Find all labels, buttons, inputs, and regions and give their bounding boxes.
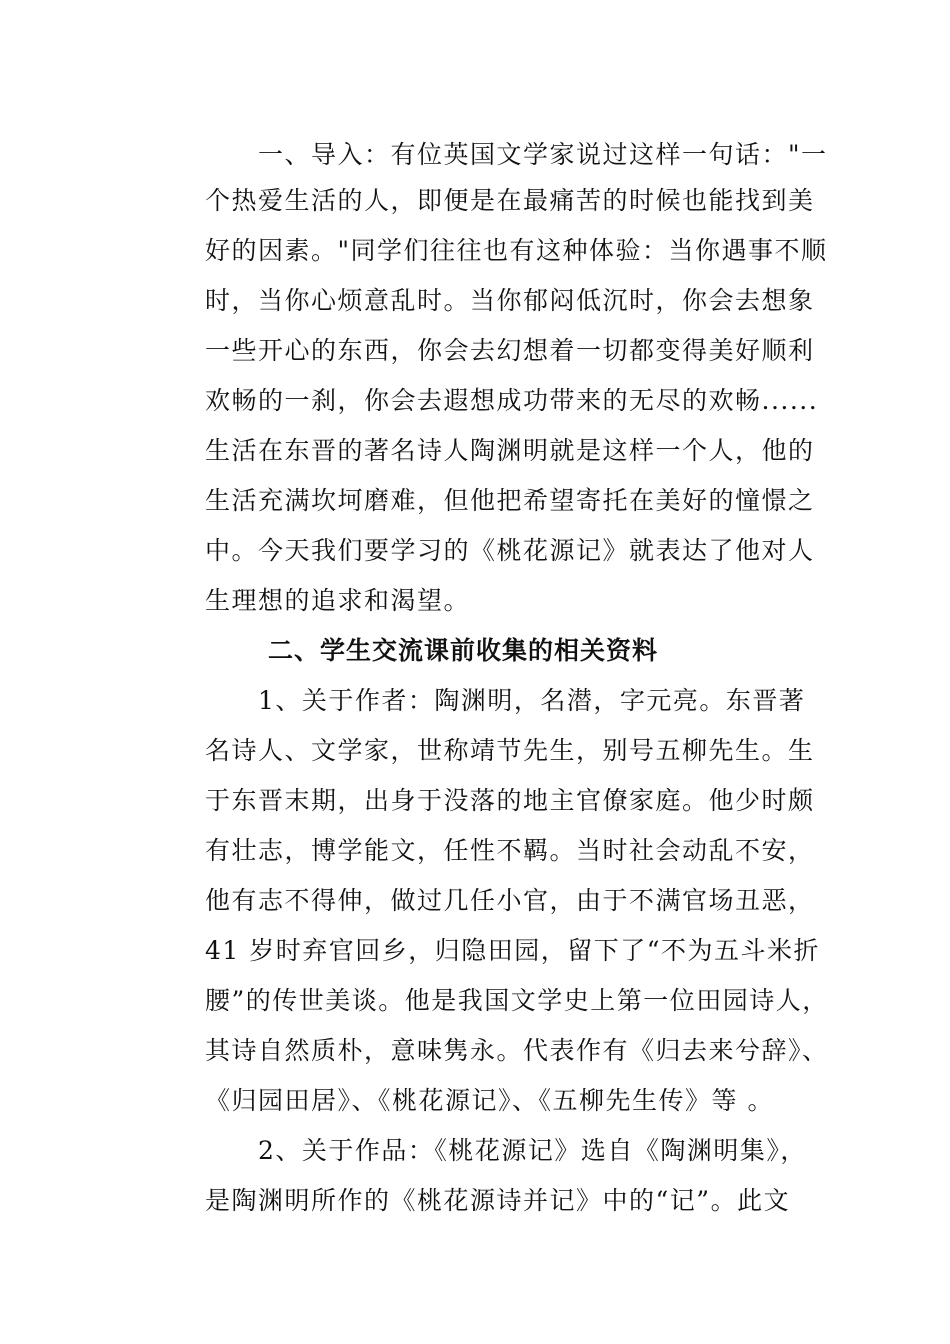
intro-line-3: 好的因素。"同学们往往也有这种体验：当你遇事不顺 <box>205 236 828 265</box>
author-line-2: 名诗人、文学家，世称靖节先生，别号五柳先生。生 <box>205 736 815 765</box>
author-line-4: 有壮志，博学能文，任性不羁。当时社会动乱不安， <box>205 836 815 865</box>
intro-line-2: 个热爱生活的人，即便是在最痛苦的时候也能找到美 <box>205 186 815 215</box>
intro-line-10: 生理想的追求和渴望。 <box>205 586 471 615</box>
author-line-6: 41 岁时弃官回乡，归隐田园，留下了“不为五斗米折 <box>205 936 821 965</box>
author-line-3: 于东晋末期，出身于没落的地主官僚家庭。他少时颇 <box>205 786 815 815</box>
author-line-7: 腰”的传世美谈。他是我国文学史上第一位田园诗人， <box>205 986 829 1015</box>
intro-line-1: 一、导入：有位英国文学家说过这样一句话："一 <box>258 140 828 169</box>
intro-line-6: 欢畅的一刹，你会去遐想成功带来的无尽的欢畅...... <box>205 386 819 415</box>
work-line-2: 是陶渊明所作的《桃花源诗并记》中的“记”。此文 <box>205 1186 791 1215</box>
intro-line-4: 时，当你心烦意乱时。当你郁闷低沉时，你会去想象 <box>205 286 815 315</box>
section-heading: 二、学生交流课前收集的相关资料 <box>268 636 659 665</box>
intro-line-5: 一些开心的东西，你会去幻想着一切都变得美好顺利 <box>205 336 815 365</box>
intro-line-7: 生活在东晋的著名诗人陶渊明就是这样一个人，他的 <box>205 436 815 465</box>
intro-line-8: 生活充满坎坷磨难，但他把希望寄托在美好的憧憬之 <box>205 486 815 515</box>
intro-line-9: 中。今天我们要学习的《桃花源记》就表达了他对人 <box>205 536 815 565</box>
work-line-1: 2、关于作品：《桃花源记》选自《陶渊明集》， <box>258 1136 807 1165</box>
author-line-9: 《归园田居》、《桃花源记》、《五柳先生传》等 。 <box>205 1086 774 1115</box>
author-line-8: 其诗自然质朴，意味隽永。代表作有《归去来兮辞》、 <box>205 1036 829 1065</box>
author-line-5: 他有志不得伸，做过几任小官，由于不满官场丑恶， <box>205 886 815 915</box>
author-line-1: 1、关于作者：陶渊明，名潜，字元亮。东晋著 <box>258 686 806 715</box>
